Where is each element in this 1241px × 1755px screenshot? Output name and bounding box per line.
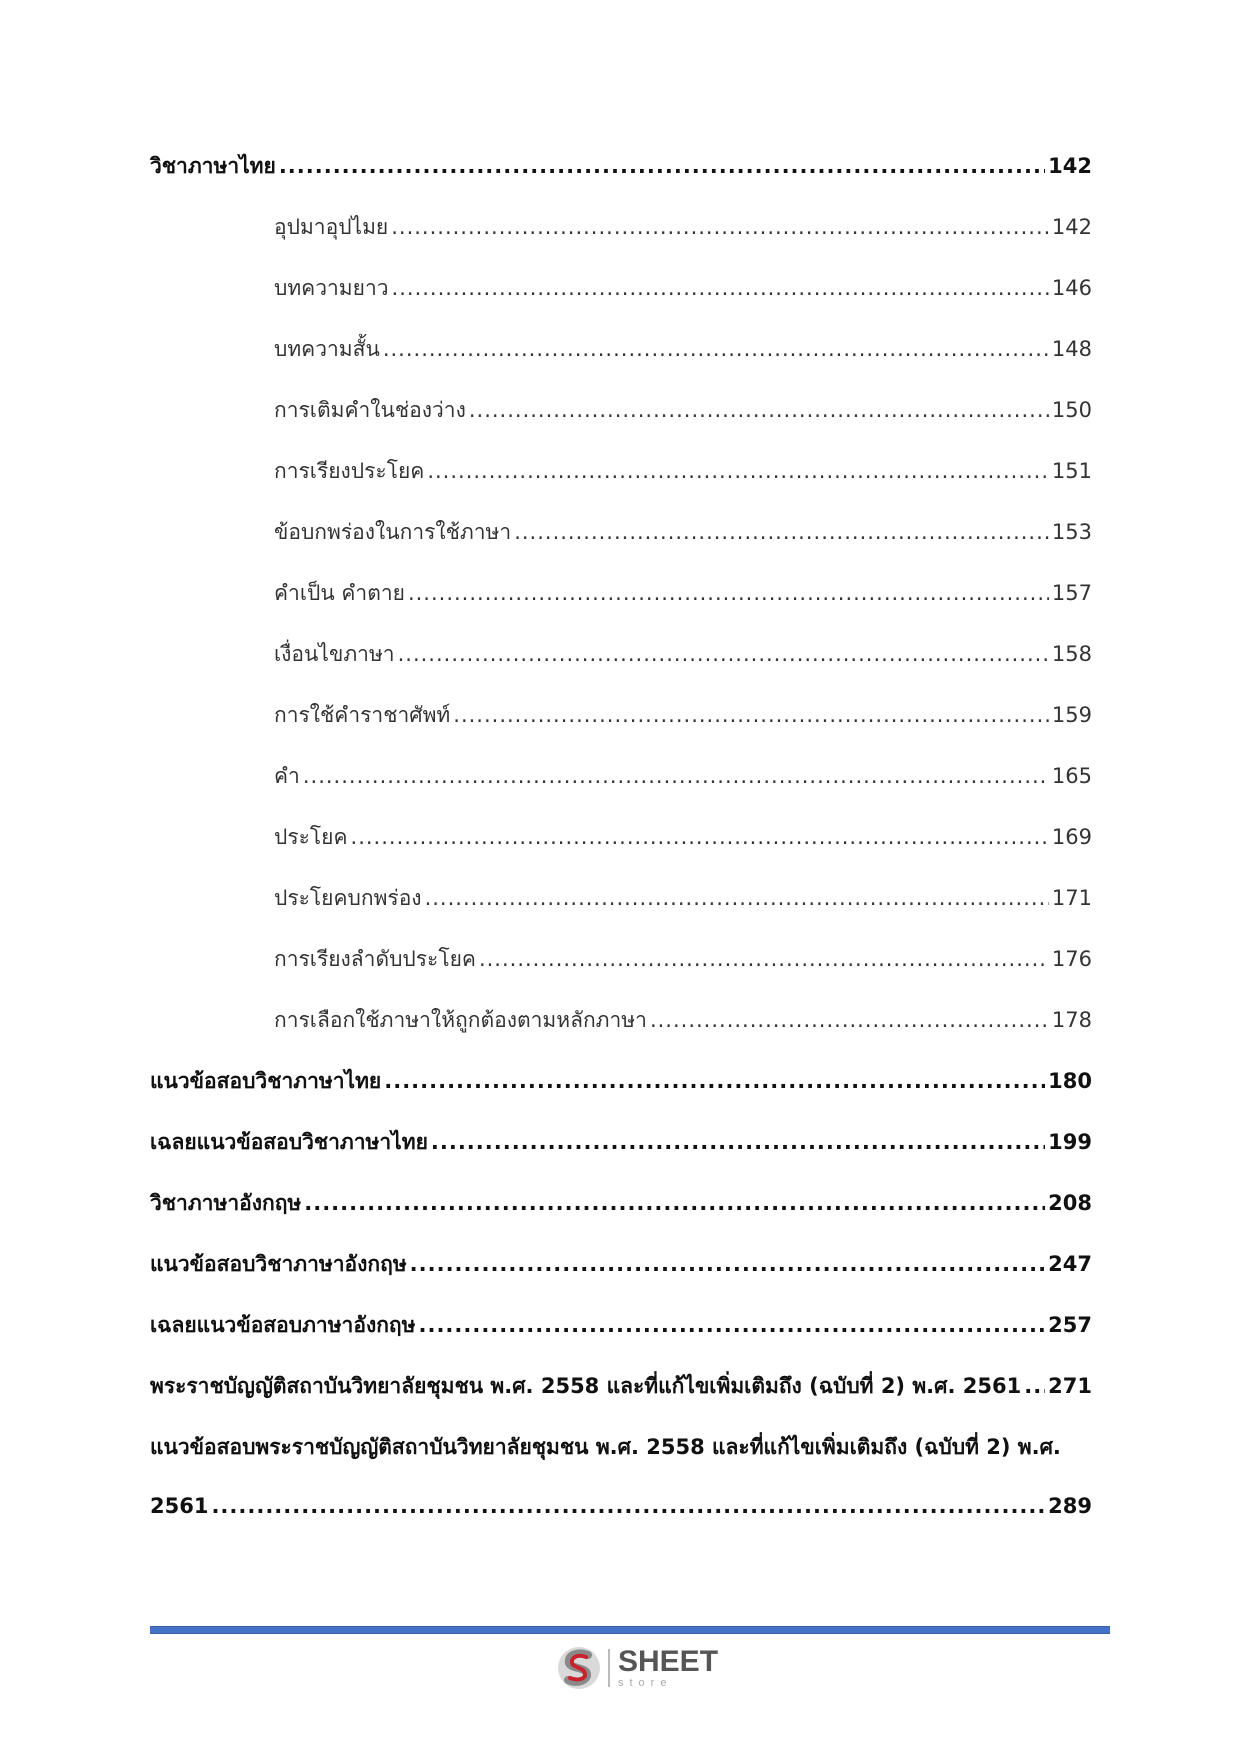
toc-entry-label: เฉลยแนวข้อสอบภาษาอังกฤษ bbox=[150, 1313, 416, 1337]
toc-leader-dots bbox=[391, 213, 1049, 241]
toc-leader-dots bbox=[392, 274, 1049, 302]
logo-text bbox=[618, 1647, 718, 1689]
toc-entry-label: คำเป็น คำตาย bbox=[274, 581, 405, 605]
toc-entry-label: ประโยคบกพร่อง bbox=[274, 886, 422, 910]
logo-subword: store bbox=[618, 1677, 673, 1689]
toc-subsection-entry bbox=[150, 274, 1092, 335]
toc-section-entry bbox=[150, 1128, 1092, 1189]
toc-entry-label: แนวข้อสอบวิชาภาษาไทย bbox=[150, 1069, 382, 1093]
toc-leader-dots bbox=[383, 335, 1049, 363]
toc-entry-page: 142 bbox=[1051, 215, 1092, 239]
toc-entry-page: 148 bbox=[1051, 337, 1092, 361]
toc-subsection-entry bbox=[150, 701, 1092, 762]
toc-leader-dots bbox=[453, 701, 1049, 729]
toc-entry-page: 271 bbox=[1048, 1374, 1092, 1398]
toc-entry-page: 157 bbox=[1051, 581, 1092, 605]
toc-entry-page: 180 bbox=[1048, 1069, 1092, 1093]
toc-subsection-entry bbox=[150, 457, 1092, 518]
toc-entry-page: 176 bbox=[1051, 947, 1092, 971]
toc-entry-page: 165 bbox=[1051, 764, 1092, 788]
toc-leader-dots bbox=[303, 762, 1049, 790]
toc-subsection-entry bbox=[150, 335, 1092, 396]
toc-subsection-entry bbox=[150, 640, 1092, 701]
toc-leader-dots bbox=[418, 1311, 1045, 1339]
footer-rule bbox=[150, 1626, 1110, 1634]
toc-leader-dots bbox=[479, 945, 1049, 973]
toc-subsection-entry bbox=[150, 762, 1092, 823]
toc-entry-label: อุปมาอุปไมย bbox=[274, 215, 389, 239]
toc-entry-page: 159 bbox=[1051, 703, 1092, 727]
toc-leader-dots bbox=[427, 457, 1049, 485]
toc-section-entry-wrapped bbox=[150, 1433, 1092, 1553]
toc-entry-page: 142 bbox=[1048, 154, 1092, 178]
toc-entry-label: การใช้คำราชาศัพท์ bbox=[274, 703, 451, 727]
toc-entry-page: 171 bbox=[1051, 886, 1092, 910]
toc-entry-page: 289 bbox=[1048, 1494, 1092, 1518]
toc-subsection-entry bbox=[150, 884, 1092, 945]
toc-leader-dots bbox=[514, 518, 1049, 546]
toc-section-entry bbox=[150, 1250, 1092, 1311]
toc-entry-page: 199 bbox=[1048, 1130, 1092, 1154]
footer-logo bbox=[556, 1643, 718, 1693]
toc-entry-label: วิชาภาษาไทย bbox=[150, 154, 276, 178]
toc-subsection-entry bbox=[150, 945, 1092, 1006]
toc-entry-line2 bbox=[150, 1492, 1092, 1553]
sheet-store-logo-icon bbox=[556, 1644, 602, 1692]
toc-entry-label: เงื่อนไขภาษา bbox=[274, 642, 395, 666]
toc-leader-dots bbox=[1024, 1372, 1045, 1400]
toc-section-entry bbox=[150, 1189, 1092, 1250]
toc-entry-page: 208 bbox=[1048, 1191, 1092, 1215]
toc-subsection-entry bbox=[150, 396, 1092, 457]
toc-entry-label: คำ bbox=[274, 764, 300, 788]
toc-entry-label: บทความสั้น bbox=[274, 337, 380, 361]
toc-entry-page: 153 bbox=[1051, 520, 1092, 544]
toc-entry-page: 257 bbox=[1048, 1313, 1092, 1337]
toc-leader-dots bbox=[351, 823, 1049, 851]
toc-leader-dots bbox=[398, 640, 1049, 668]
toc-entry-label: เฉลยแนวข้อสอบวิชาภาษาไทย bbox=[150, 1130, 428, 1154]
toc-entry-label: พระราชบัญญัติสถาบันวิทยาลัยชุมชน พ.ศ. 2558 และที่แก้ไขเพิ่มเติมถึง (ฉบับที่ 2) พ.ศ. 2561 bbox=[150, 1374, 1022, 1398]
toc-entry-label: วิชาภาษาอังกฤษ bbox=[150, 1191, 302, 1215]
toc-entry-label: การเติมคำในช่องว่าง bbox=[274, 398, 466, 422]
toc-leader-dots bbox=[408, 579, 1049, 607]
toc-subsection-entry bbox=[150, 579, 1092, 640]
toc-section-entry bbox=[150, 1311, 1092, 1372]
toc-leader-dots bbox=[304, 1189, 1045, 1217]
toc-entry-label: บทความยาว bbox=[274, 276, 389, 300]
toc-entry-page: 169 bbox=[1051, 825, 1092, 849]
toc-leader-dots bbox=[431, 1128, 1045, 1156]
logo-word: SHEET bbox=[618, 1645, 719, 1678]
toc-entry-page: 178 bbox=[1051, 1008, 1092, 1032]
toc-entry-label: ประโยค bbox=[274, 825, 348, 849]
toc-leader-dots bbox=[425, 884, 1049, 912]
toc-section-entry bbox=[150, 152, 1092, 213]
toc-subsection-entry bbox=[150, 213, 1092, 274]
toc-section-entry bbox=[150, 1372, 1092, 1433]
toc-entry-label: การเรียงประโยค bbox=[274, 459, 425, 483]
toc-entry-label-line1: แนวข้อสอบพระราชบัญญัติสถาบันวิทยาลัยชุมชน พ.ศ. 2558 และที่แก้ไขเพิ่มเติมถึง (ฉบับที่ 2) พ.ศ. bbox=[150, 1435, 1061, 1459]
toc-entry-page: 158 bbox=[1051, 642, 1092, 666]
logo-separator bbox=[608, 1649, 610, 1687]
toc-entry-label-line2: 2561 bbox=[150, 1494, 209, 1518]
toc-entry-label: การเลือกใช้ภาษาให้ถูกต้องตามหลักภาษา bbox=[274, 1008, 647, 1032]
toc-subsection-entry bbox=[150, 518, 1092, 579]
toc-entry-page: 146 bbox=[1051, 276, 1092, 300]
toc-leader-dots bbox=[410, 1250, 1046, 1278]
toc-entry-page: 247 bbox=[1048, 1252, 1092, 1276]
toc-subsection-entry bbox=[150, 1006, 1092, 1067]
toc-entry-label: ข้อบกพร่องในการใช้ภาษา bbox=[274, 520, 512, 544]
toc-entry-label: การเรียงลำดับประโยค bbox=[274, 947, 476, 971]
toc-entry-page: 150 bbox=[1051, 398, 1092, 422]
toc-leader-dots bbox=[211, 1492, 1045, 1520]
toc-subsection-entry bbox=[150, 823, 1092, 884]
toc-leader-dots bbox=[469, 396, 1049, 424]
toc-entry-label: แนวข้อสอบวิชาภาษาอังกฤษ bbox=[150, 1252, 407, 1276]
table-of-contents bbox=[150, 152, 1092, 1553]
toc-section-entry bbox=[150, 1067, 1092, 1128]
toc-leader-dots bbox=[279, 152, 1045, 180]
toc-leader-dots bbox=[650, 1006, 1049, 1034]
toc-leader-dots bbox=[384, 1067, 1045, 1095]
toc-entry-page: 151 bbox=[1051, 459, 1092, 483]
